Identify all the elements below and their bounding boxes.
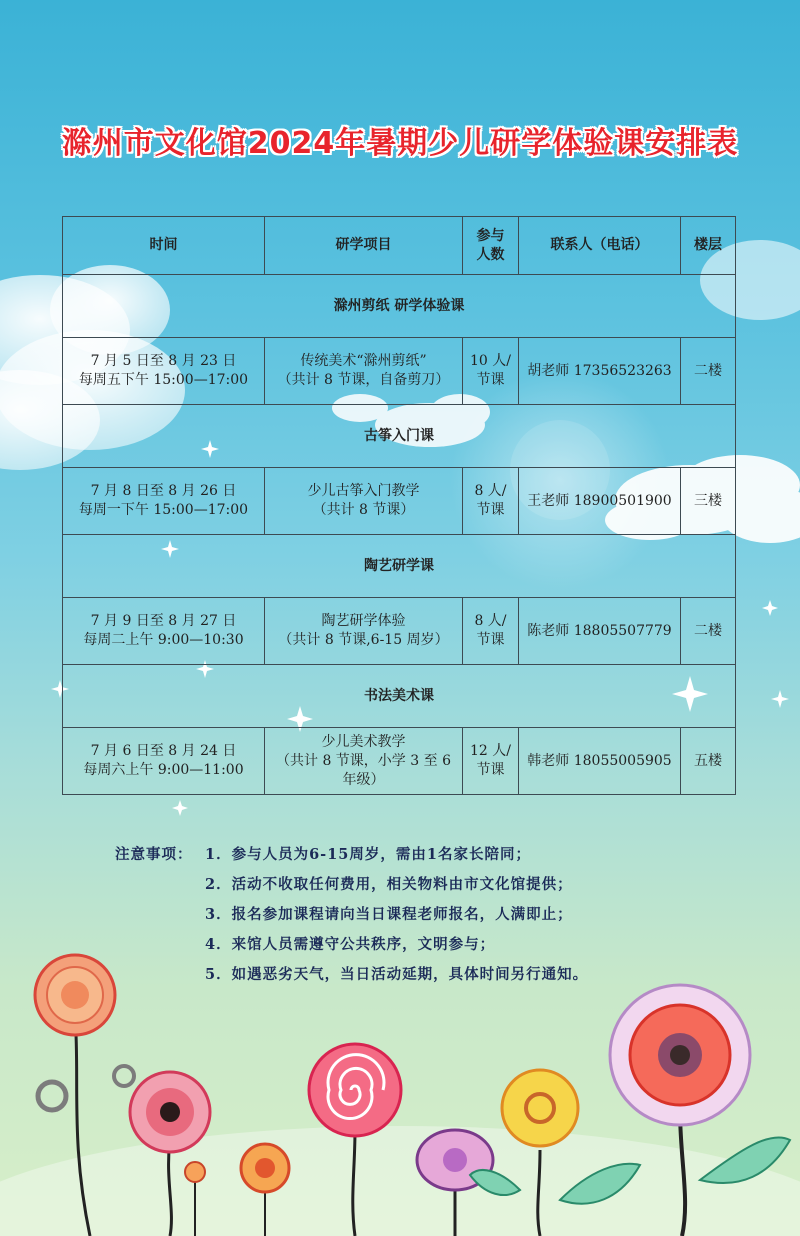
schedule-table <box>62 216 736 795</box>
notes-section <box>115 844 588 994</box>
table-row <box>63 338 736 405</box>
table-row <box>63 728 736 795</box>
section-title: 滁州剪纸 研学体验课 <box>63 275 736 338</box>
header-count: 参与 人数 <box>463 217 519 275</box>
header-contact: 联系人（电话） <box>519 217 681 275</box>
cell-project: 陶艺研学体验 （共计 8 节课,6-15 周岁） <box>265 598 463 665</box>
cell-floor: 三楼 <box>681 468 736 535</box>
section-title: 书法美术课 <box>63 665 736 728</box>
cell-time: 7 月 5 日至 8 月 23 日 每周五下午 15:00—17:00 <box>63 338 265 405</box>
flower-grey-swirl <box>38 1066 134 1110</box>
section-row <box>63 665 736 728</box>
cell-floor: 二楼 <box>681 338 736 405</box>
note-item: 4．来馆人员需遵守公共秩序，文明参与； <box>205 936 496 953</box>
cell-floor: 二楼 <box>681 598 736 665</box>
note-item: 3．报名参加课程请向当日课程老师报名，人满即止； <box>205 906 573 923</box>
header-project: 研学项目 <box>265 217 463 275</box>
cell-time: 7 月 9 日至 8 月 27 日 每周二上午 9:00—10:30 <box>63 598 265 665</box>
cell-contact: 韩老师 18055005905 <box>519 728 681 795</box>
notes-label: 注意事项： <box>115 846 193 863</box>
cell-contact: 胡老师 17356523263 <box>519 338 681 405</box>
cell-project: 少儿美术教学 （共计 8 节课，小学 3 至 6 年级） <box>265 728 463 795</box>
note-item: 2．活动不收取任何费用，相关物料由市文化馆提供； <box>205 876 573 893</box>
cell-contact: 陈老师 18805507779 <box>519 598 681 665</box>
cell-time: 7 月 6 日至 8 月 24 日 每周六上午 9:00—11:00 <box>63 728 265 795</box>
cell-contact: 王老师 18900501900 <box>519 468 681 535</box>
section-row <box>63 535 736 598</box>
table-row <box>63 598 736 665</box>
table-header-row <box>63 217 736 275</box>
section-row <box>63 405 736 468</box>
note-item: 5．如遇恶劣天气，当日活动延期，具体时间另行通知。 <box>205 966 589 983</box>
header-floor: 楼层 <box>681 217 736 275</box>
cell-count: 8 人/ 节课 <box>463 468 519 535</box>
cell-project: 传统美术“滁州剪纸” （共计 8 节课，自备剪刀） <box>265 338 463 405</box>
cell-count: 10 人/ 节课 <box>463 338 519 405</box>
cell-time: 7 月 8 日至 8 月 26 日 每周一下午 15:00—17:00 <box>63 468 265 535</box>
section-title: 陶艺研学课 <box>63 535 736 598</box>
section-row <box>63 275 736 338</box>
cell-floor: 五楼 <box>681 728 736 795</box>
header-time: 时间 <box>63 217 265 275</box>
cell-count: 8 人/ 节课 <box>463 598 519 665</box>
cell-project: 少儿古筝入门教学 （共计 8 节课） <box>265 468 463 535</box>
table-row <box>63 468 736 535</box>
cell-count: 12 人/ 节课 <box>463 728 519 795</box>
section-title: 古筝入门课 <box>63 405 736 468</box>
note-item: 注意事项： 1．参与人员为6-15周岁，需由1名家长陪同； <box>115 844 588 874</box>
page-title: 滁州市文化馆2024年暑期少儿研学体验课安排表 <box>61 126 739 161</box>
